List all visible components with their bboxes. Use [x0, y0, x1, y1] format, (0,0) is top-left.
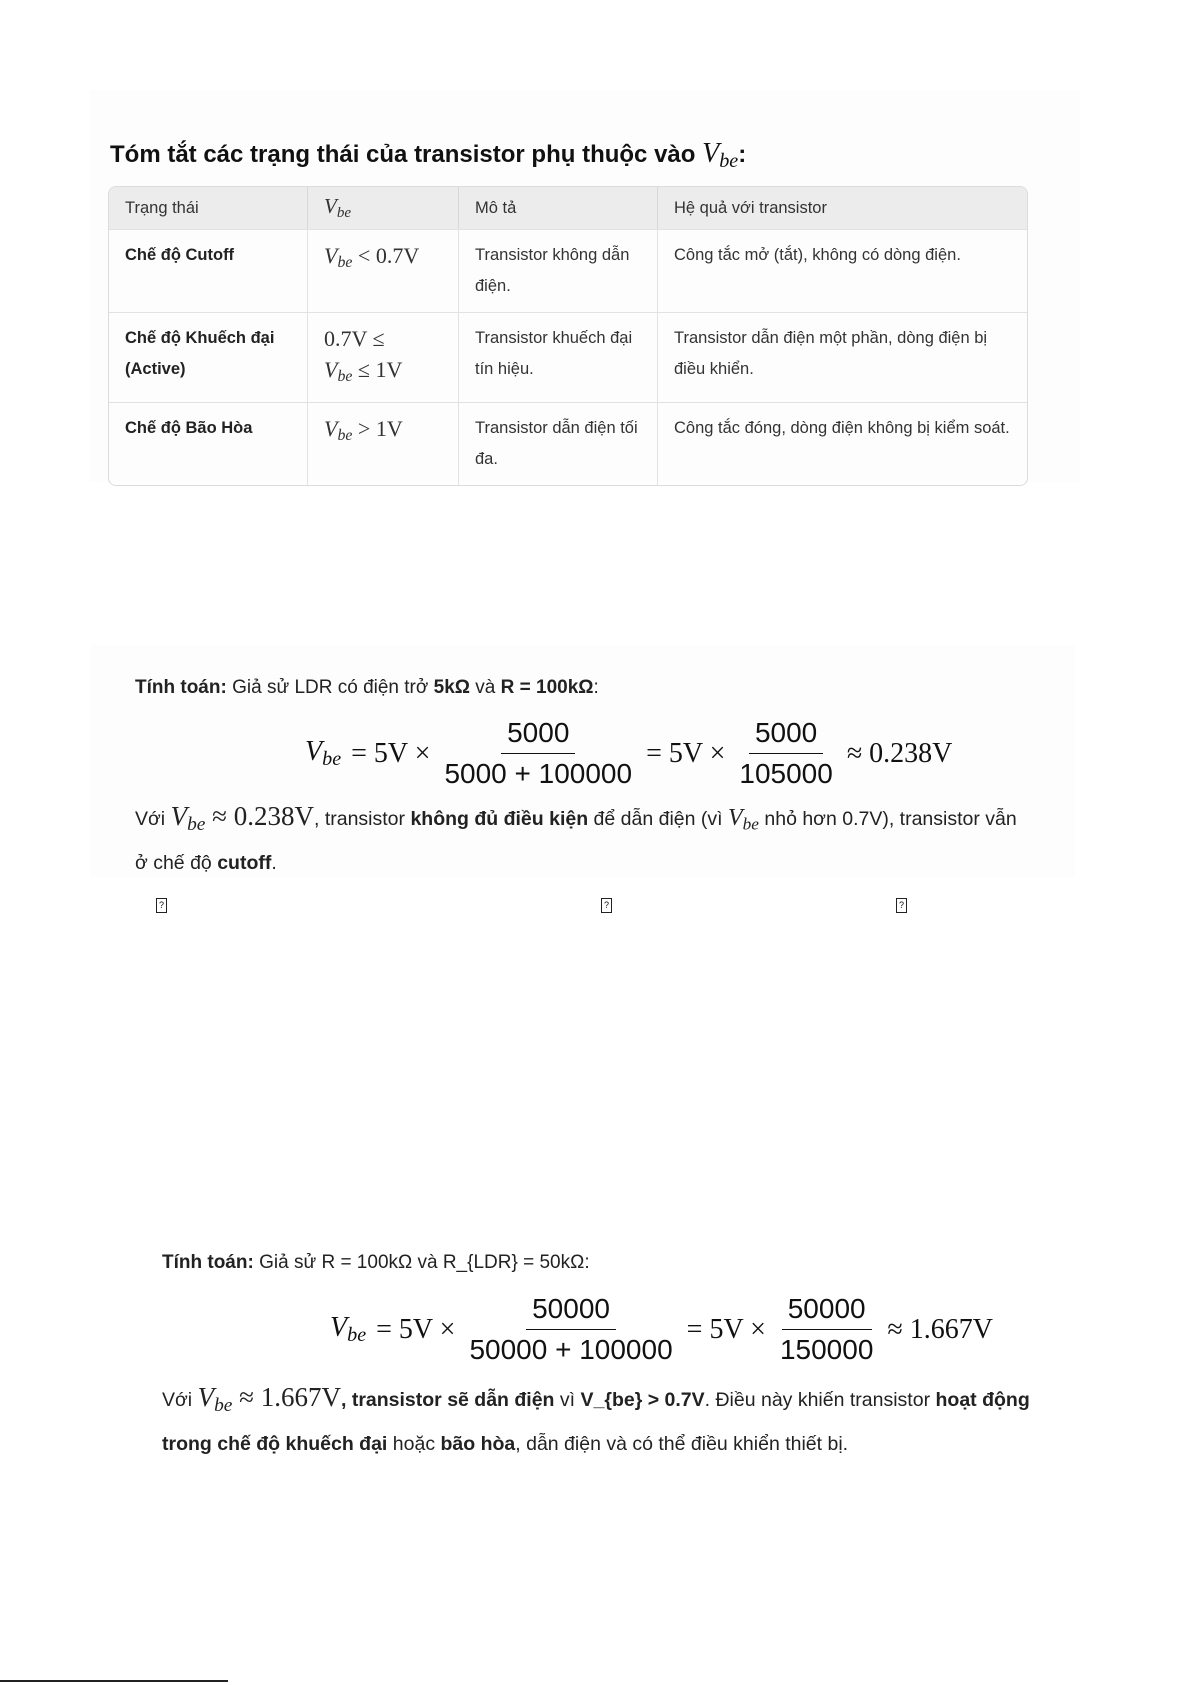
vbe-equation-1: $V_{be}$ = 5V × $\frac{5000}{5000 + 100000}$ = 5V × $\frac{5000}{105000}$ ≈ 0.238V [305, 717, 953, 789]
description-cell: Transistor dẫn điện tối đa. [459, 402, 658, 485]
table-row [109, 312, 1027, 402]
header-state: Trạng thái [109, 187, 308, 229]
calc-intro-line-2: Tính toán: Giả sử R = 100kΩ và R_{LDR} = 50kΩ: [162, 1252, 590, 1273]
missing-glyph-icon: ? [896, 898, 907, 913]
description-cell: Transistor khuếch đại tín hiệu. [459, 312, 658, 402]
table-row [109, 229, 1027, 312]
state-cell: Chế độ Khuếch đại (Active) [109, 312, 308, 402]
header-description: Mô tả [459, 187, 658, 229]
transistor-state-table [108, 186, 1028, 486]
summary-title: Tóm tắt các trạng thái của transistor phụ thuộc vào $V_{be}$: [110, 138, 747, 173]
summary-section [90, 90, 1080, 482]
effect-cell: Công tắc mở (tắt), không có dòng điện. [658, 229, 1027, 312]
vbe-cell: $V_{be} > 1V$ [308, 402, 459, 485]
state-cell: Chế độ Cutoff [109, 229, 308, 312]
missing-glyph-icon: ? [601, 898, 612, 913]
page-bottom-rule [0, 1680, 228, 1682]
missing-glyph-icon: ? [156, 898, 167, 913]
conclusion-paragraph-2: Với $V_{be} \approx 1.667V$, transistor sẽ dẫn điện vì V_{be} > 0.7V. Điều này khiến transistor hoạt động trong chế độ khuếch đại hoặc bão hòa, dẫn điện và có thể điều khiển thiết bị. [162, 1382, 1030, 1455]
calc-intro-line: Tính toán: Giả sử LDR có điện trở 5kΩ và R = 100kΩ: [135, 677, 599, 698]
conclusion-paragraph-1: Với $V_{be} \approx 0.238V$, transistor không đủ điều kiện để dẫn điện (vì $V_{be}$ nhỏ hơn 0.7V), transistor vẫn ở chế độ cutoff. [135, 801, 1017, 874]
effect-cell: Transistor dẫn điện một phần, dòng điện bị điều khiển. [658, 312, 1027, 402]
table-header-row [109, 187, 1027, 229]
vbe-cell: 0.7V ≤ $V_{be} \le 1V$ [308, 312, 459, 402]
effect-cell: Công tắc đóng, dòng điện không bị kiểm soát. [658, 402, 1027, 485]
state-cell: Chế độ Bão Hòa [109, 402, 308, 485]
description-cell: Transistor không dẫn điện. [459, 229, 658, 312]
header-vbe: $V_{be}$ [308, 187, 459, 229]
calculation-section-1 [90, 645, 1075, 877]
table-row [109, 402, 1027, 485]
vbe-equation-2: $V_{be}$ = 5V × $\frac{50000}{50000 + 100000}$ = 5V × $\frac{50000}{150000}$ ≈ 1.667V [330, 1293, 993, 1365]
vbe-cell: $V_{be} < 0.7V$ [308, 229, 459, 312]
header-effect: Hệ quả với transistor [658, 187, 1027, 229]
